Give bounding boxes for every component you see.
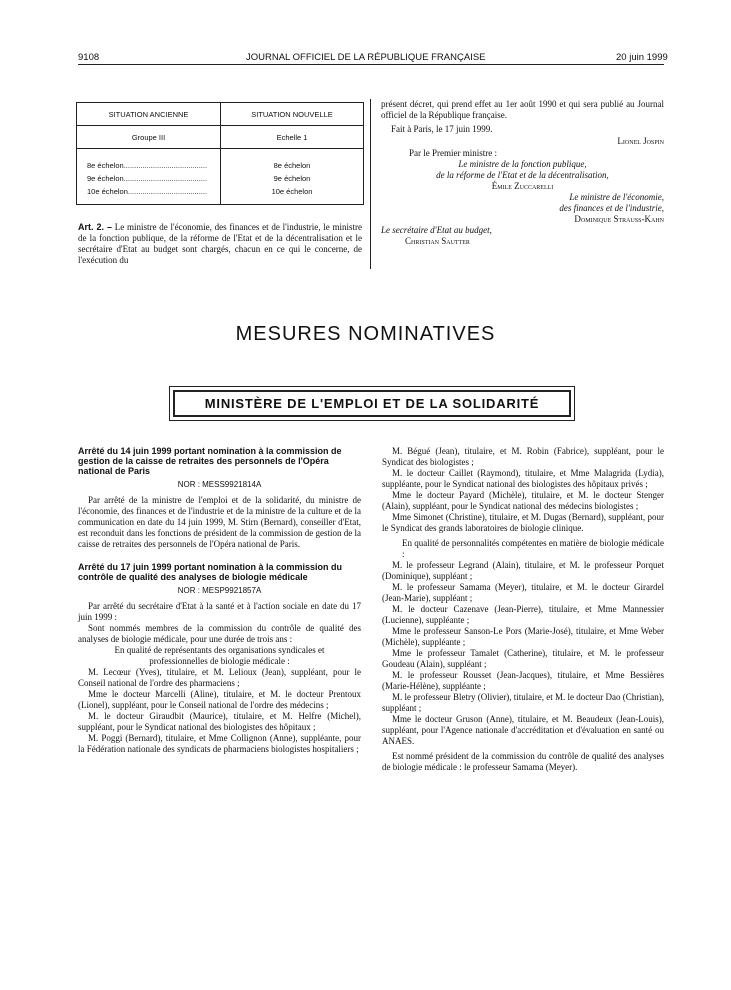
list-item: M. Bégué (Jean), titulaire, et M. Robin (Fabrice), suppléant, pour le Syndicat des biologistes ; xyxy=(382,446,664,467)
list-item: M. Poggi (Bernard), titulaire, et Mme Collignon (Anne), suppléante, pour la Fédération nationale des syndicats de pharmaciens biologistes hospitaliers ; xyxy=(78,733,361,754)
role-budget: Le secrétaire d'Etat au budget, xyxy=(381,225,492,235)
list-item: M. le professeur Legrand (Alain), titulaire, et M. le professeur Porquet (Dominique), suppléant ; xyxy=(382,560,664,581)
par-le-premier-ministre: Par le Premier ministre : xyxy=(409,148,497,158)
list-item: Mme Simonet (Christine), titulaire, et M. Dugas (Bernard), suppléant, pour le Syndicat des grands laboratoires de biologie clinique. xyxy=(382,512,664,533)
decree-continuation: présent décret, qui prend effet au 1er août 1990 et qui sera publié au Journal officiel de la République française. xyxy=(381,99,664,120)
arrete-2-intro: Par arrêté du secrétaire d'Etat à la santé et à l'action sociale en date du 17 juin 1999 : xyxy=(78,601,361,622)
table-cell: 10e échelon xyxy=(271,187,313,196)
arrete-2-title: Arrêté du 17 juin 1999 portant nomination à la commission du contrôle de qualité des analyses de biologie médicale xyxy=(78,562,343,582)
signer-zuccarelli: Émile Zuccarelli xyxy=(491,181,554,191)
fait-line: Fait à Paris, le 17 juin 1999. xyxy=(391,124,493,134)
list-item: M. le docteur Cazenave (Jean-Pierre), titulaire, et Mme Mannessier (Lucienne), suppléante ; xyxy=(382,604,664,625)
list-item: M. le professeur Bletry (Olivier), titulaire, et M. le docteur Dao (Christian), suppléant ; xyxy=(382,692,664,713)
table-row: 10e échelon...................................... xyxy=(87,187,208,196)
echelon-table xyxy=(76,102,364,205)
table-new-cells xyxy=(221,149,364,205)
page-number: 9108 xyxy=(78,52,100,63)
left-column xyxy=(78,446,361,755)
role-fonction-publique-2: de la réforme de l'Etat et de la décentralisation, xyxy=(436,170,609,180)
list-item: Mme le professeur Tamalet (Catherine), titulaire, et M. le professeur Goudeau (Alain), suppléant ; xyxy=(382,648,664,669)
ministry-title: MINISTÈRE DE L'EMPLOI ET DE LA SOLIDARITÉ xyxy=(173,390,571,417)
table-row: 9e échelon........................................ xyxy=(87,174,208,183)
signer-strauss-kahn: Dominique Strauss-Kahn xyxy=(574,214,664,224)
list-item: Mme le docteur Payard (Michèle), titulaire, et M. le docteur Stenger (Alain), suppléant, pour le Syndicat national des médecins biologistes ; xyxy=(382,490,664,511)
arrete-1-body: Par arrêté de la ministre de l'emploi et de la solidarité, du ministre de l'économie, des finances et de l'industrie et de la ministre de la culture et de la communication en date du 14 juin 1999, M. Stirn (Bernard), conseiller d'Etat, est reconduit dans les fonctions de président de la commission de gestion de la caisse de retraites des personnels de l'Opéra national de Paris. xyxy=(78,495,361,549)
article-2-label: Art. 2. – xyxy=(78,222,113,232)
signer-sautter: Christian Sautter xyxy=(405,236,470,246)
article-2-text: Le ministre de l'économie, des finances et de l'industrie, le ministre de la fonction publique, de la réforme de l'Etat et de la décentralisation et le secrétaire d'Etat au budget sont chargés, chacun en ce qui le concerne, de l'exécution du xyxy=(78,222,363,265)
table-row: 8e échelon........................................ xyxy=(87,161,208,170)
header-rule xyxy=(78,64,664,65)
arrete-2-sont: Sont nommés membres de la commission du contrôle de qualité des analyses de biologie médicale, pour une durée de trois ans : xyxy=(78,623,361,644)
header-date: 20 juin 1999 xyxy=(616,52,668,63)
arrete-2-nor: NOR : MESP9921857A xyxy=(177,586,262,595)
role-fonction-publique-1: Le ministre de la fonction publique, xyxy=(458,159,587,169)
table-col2-header: SITUATION NOUVELLE xyxy=(221,103,364,126)
list-item: M. le professeur Rousset (Jean-Jacques), titulaire, et Mme Bessières (Marie-Hélène), suppléante ; xyxy=(382,670,664,691)
list-item: M. le professeur Samama (Meyer), titulaire, et M. le docteur Girardel (Jean-Marie), suppléant ; xyxy=(382,582,664,603)
column-divider xyxy=(370,99,371,269)
section-title: MESURES NOMINATIVES xyxy=(235,323,496,345)
signer-jospin: Lionel Jospin xyxy=(617,136,664,146)
table-col1-sub: Groupe III xyxy=(77,126,221,149)
table-cell: 8e échelon xyxy=(273,161,311,170)
table-col1-header: SITUATION ANCIENNE xyxy=(77,103,221,126)
arrete-1-title: Arrêté du 14 juin 1999 portant nomination à la commission de gestion de la caisse de retraites des personnels de l'Opéra national de Paris xyxy=(78,446,342,476)
right-column xyxy=(382,446,664,773)
list-item: Mme le professeur Sanson-Le Pors (Marie-José), titulaire, et Mme Weber (Michèle), suppléante ; xyxy=(382,626,664,647)
article-2 xyxy=(78,222,362,266)
table-cell: 9e échelon xyxy=(273,174,311,183)
table-col2-sub: Echelle 1 xyxy=(221,126,364,149)
list-item: Mme le docteur Gruson (Anne), titulaire, et M. Beaudeux (Jean-Louis), suppléant, pour l'Agence nationale d'accréditation et d'évaluation en santé ou ANAES. xyxy=(382,714,664,746)
role-economie-2: des finances et de l'industrie, xyxy=(559,203,664,213)
list-item: M. le docteur Caillet (Raymond), titulaire, et Mme Malagrida (Lydia), suppléante, pour le Syndicat national des biologistes des hôpitaux privés ; xyxy=(382,468,664,489)
table-old-cells xyxy=(77,149,221,205)
list-item: M. Lecœur (Yves), titulaire, et M. Lelioux (Jean), suppléant, pour le Conseil national de l'ordre des pharmaciens ; xyxy=(78,667,361,688)
role-economie-1: Le ministre de l'économie, xyxy=(569,192,664,202)
arrete-2-president: Est nommé président de la commission du contrôle de qualité des analyses de biologie médicale : le professeur Samama (Meyer). xyxy=(382,751,664,772)
decree-signatures xyxy=(381,99,664,247)
arrete-1-nor: NOR : MESS9921814A xyxy=(177,480,262,489)
arrete-2-en-qualite-2: En qualité de personnalités compétentes en matière de biologie médicale : xyxy=(402,538,664,559)
ministry-box xyxy=(169,386,575,421)
arrete-2-en-qualite: En qualité de représentants des organisations syndicales et professionnelles de biologie médicale : xyxy=(114,645,325,666)
list-item: M. le docteur Giraudbit (Maurice), titulaire, et M. Helfre (Michel), suppléant, pour le Syndicat national des biologistes des hôpitaux ; xyxy=(78,711,361,732)
journal-title: JOURNAL OFFICIEL DE LA RÉPUBLIQUE FRANÇAISE xyxy=(246,52,486,63)
list-item: Mme le docteur Marcelli (Aline), titulaire, et M. le docteur Prentoux (Lionel), suppléant, pour le Conseil national de l'ordre des médecins ; xyxy=(78,689,361,710)
